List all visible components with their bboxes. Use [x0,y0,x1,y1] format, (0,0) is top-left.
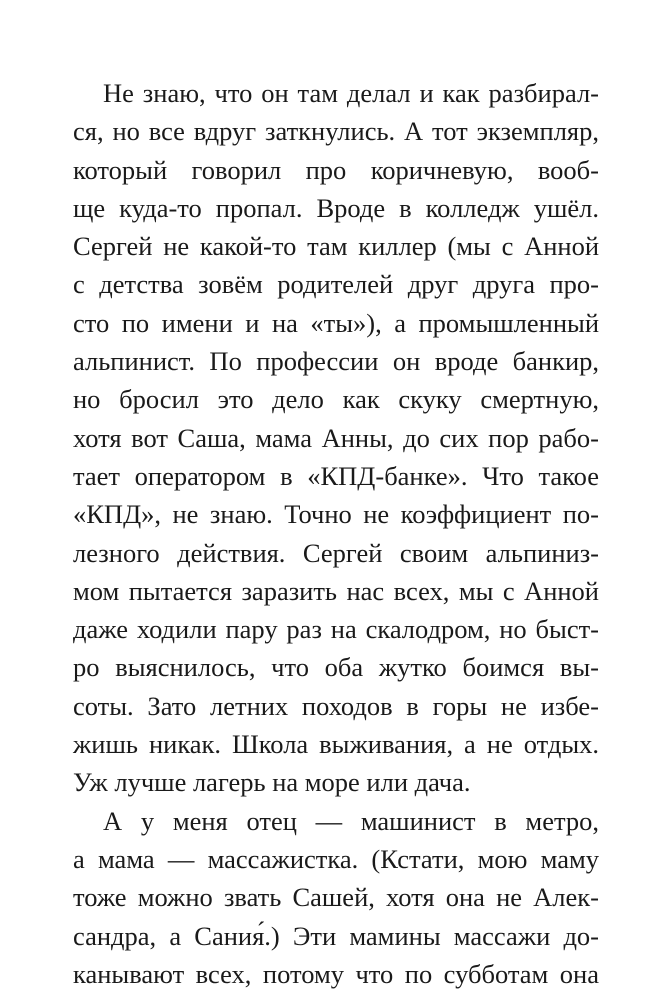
text-line: тоже можно звать Сашей, хотя она не Алек- [73,882,599,913]
text-line: сто по имени и на «ты»), а промышленный [73,307,599,338]
text-line: хотя вот Саша, мама Анны, до сих пор рабо- [73,422,599,453]
text-line: но бросил это дело как скуку смертную, [73,384,599,415]
text-line: а мама — массажистка. (Кстати, мою маму [73,843,599,874]
text-line: канывают всех, потому что по субботам она [73,958,599,989]
text-line: тает оператором в «КПД-банке». Что такое [73,460,599,491]
text-line: Не знаю, что он там делал и как разбирал- [103,78,599,108]
text-line: А у меня отец — машинист в метро, [103,805,599,836]
text-line: даже ходили пару раз на скалодром, но быст- [73,614,599,645]
text-line: «КПД», не знаю. Точно не коэффициент по- [73,499,599,530]
paragraph-1 [73,74,599,802]
paragraph-2 [73,802,599,993]
text-line: жишь никак. Школа выживания, а не отдых. [73,729,599,760]
text-line: ся, но все вдруг заткнулись. А тот экземпляр, [73,116,599,147]
text-line: лезного действия. Сергей своим альпиниз- [73,537,599,568]
text-line: ро выяснилось, что оба жутко боимся вы- [73,652,599,683]
text-line: альпинист. По профессии он вроде банкир, [73,346,599,377]
text-line: соты. Зато летних походов в горы не избе- [73,690,599,721]
text-line: который говорил про коричневую, вооб- [73,154,599,185]
text-line: Уж лучше лагерь на море или дача. [73,767,471,798]
text-line: сандра, а Сания́.) Эти мамины массажи до- [73,920,599,951]
text-line: Сергей не какой-то там киллер (мы с Анной [73,231,599,262]
text-line: мом пытается заразить нас всех, мы с Анной [73,575,599,606]
text-line: ще куда-то пропал. Вроде в колледж ушёл. [73,192,599,223]
text-line: с детства зовём родителей друг друга про- [73,269,599,300]
